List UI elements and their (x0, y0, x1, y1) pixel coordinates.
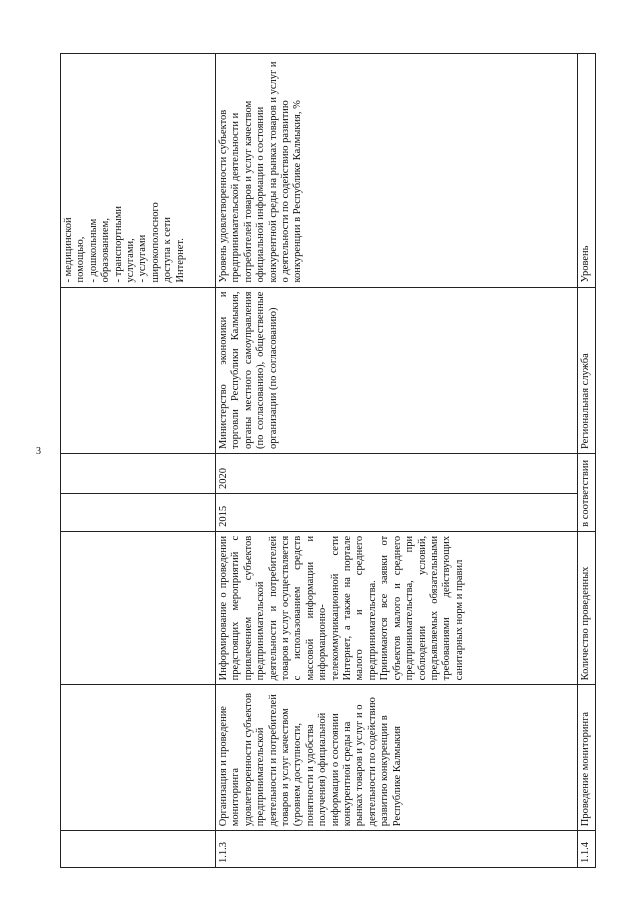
measure-name: Организация и проведение мониторинга удовлетворенности субъектов предпринимательской деятельности и потребителей товаров и услуг качеством (уровнем доступности, понятности и удобства получения) официальной информации о состоянии конкурентной среды на рынках товаров и услуг и о деятельности по содействию развитию конкуренции в Республике Калмыкия (216, 685, 578, 831)
row-number: 1.1.4 (578, 831, 596, 868)
table-row-1-1-4 (578, 54, 596, 868)
indicator-list-line: услугами, (125, 238, 137, 283)
measure-description: Информирование о проведении предстоящих мероприятий с привлечением субъектов предпринимательской деятельности и потребителей товаров и услуг осуществляется с использованием средств массовой информации и информационно-телекоммуникационной сети Интернет, а также на портале малого и среднего предпринимательства. Принимаются все заявки от субъектов малого и среднего предпринимательства, при соблюдении условий, предъявляемых обязательными требованиями действующих санитарных норм и правил (216, 531, 578, 685)
indicator-list-cell (61, 54, 216, 288)
cell-empty (61, 494, 216, 532)
rotated-table-container (60, 53, 595, 868)
measure-description: Количество проведенных (578, 531, 596, 685)
indicator-list-line: образованием, (100, 218, 112, 283)
cell-empty (61, 454, 216, 494)
cell-empty (61, 685, 216, 831)
indicator-list-line: - транспортными (112, 206, 124, 283)
page-number: 3 (36, 446, 41, 457)
indicator-list-line: помощью, (75, 236, 87, 283)
years-text: в соответствии (578, 454, 596, 532)
indicator-list-line: широкополосного (149, 202, 161, 283)
indicator-list-line: - услугами (137, 234, 149, 283)
indicator: Уровень (578, 54, 596, 288)
executors: Министерство экономики и торговли Республики Калмыкия, органы местного самоуправления (по согласованию), общественные организации (по согласованию) (216, 287, 578, 453)
executors: Региональная служба (578, 287, 596, 453)
indicator: Уровень удовлетворенности субъектов предпринимательской деятельности и потребителей товаров и услуг качеством официальной информации о состоянии конкурентной среды на рынках товаров и услуг и о деятельности по содействию развитию конкуренции в Республике Калмыкия, % (216, 54, 578, 288)
year-end: 2020 (216, 454, 578, 494)
year-start: 2015 (216, 494, 578, 532)
cell-empty (61, 831, 216, 868)
table-row-continuation (61, 54, 216, 868)
indicator-list-line: доступа к сети (162, 217, 174, 283)
row-number: 1.1.3 (216, 831, 578, 868)
cell-empty (61, 531, 216, 685)
measures-table (60, 53, 596, 868)
indicator-list-line: Интернет. (174, 238, 186, 283)
measure-name: Проведение мониторинга (578, 685, 596, 831)
indicator-list-line: - медицинской (63, 217, 74, 283)
cell-empty (61, 287, 216, 453)
table-row-1-1-3 (216, 54, 578, 868)
indicator-list-line: - дошкольным (87, 218, 99, 283)
